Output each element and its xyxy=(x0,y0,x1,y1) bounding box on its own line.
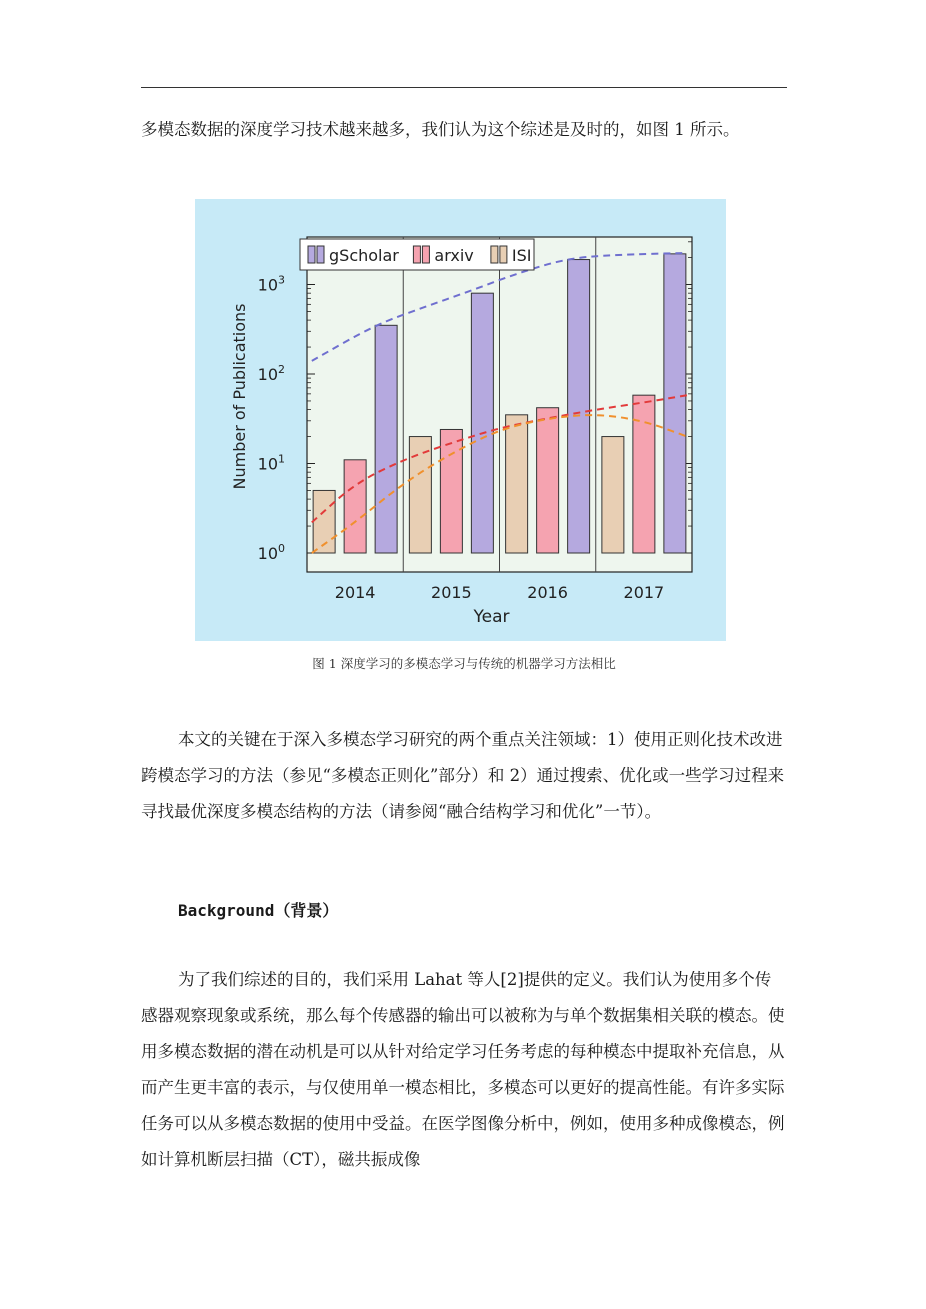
figure-caption: 图 1 深度学习的多模态学习与传统的机器学习方法相比 xyxy=(312,656,616,671)
x-tick-label-2016: 2016 xyxy=(527,583,568,602)
y-tick-label-0 xyxy=(258,542,285,563)
bar-gScholar-2014 xyxy=(375,325,397,553)
y-tick-base: 10 xyxy=(257,454,278,474)
y-tick-exponent: 0 xyxy=(278,542,285,555)
x-axis-label: Year xyxy=(473,607,510,627)
bar-gScholar-2016 xyxy=(568,260,590,553)
legend-swatch-ISI-b xyxy=(500,246,507,263)
y-tick-base: 10 xyxy=(257,544,278,563)
legend-label-arxiv: arxiv xyxy=(434,246,474,265)
bar-arxiv-2017 xyxy=(633,395,655,553)
y-tick-label-1 xyxy=(258,453,285,474)
paragraph-background: 为了我们综述的目的，我们采用 Lahat 等人[2]提供的定义。我们认为使用多个传感器观察现象或系统，那么每个传感器的输出可以被称为与单个数据集相关联的模态。使用多模态数据的潜在动机是可以从针对给定学习任务考虑的每种模态中提取补充信息，从而产生更丰富的表示，与仅使用单一模态相比，多模态可以更好的提高性能。有许多实际任务可以从多模态数据的使用中受益。在医学图像分析中，例如，使用多种成像模态，例如计算机断层扫描（CT），磁共振成像 xyxy=(141,970,785,1169)
y-tick-label-3 xyxy=(258,274,285,295)
intro-paragraph: 多模态数据的深度学习技术越来越多，我们认为这个综述是及时的，如图 1 所示。 xyxy=(141,120,740,139)
y-tick-base: 10 xyxy=(257,275,278,295)
bar-ISI-2017 xyxy=(602,437,624,553)
paragraph-focus-areas: 本文的关键在于深入多模态学习研究的两个重点关注领域：1）使用正则化技术改进跨模态学习的方法（参见“多模态正则化”部分）和 2）通过搜索、优化或一些学习过程来寻找最优深度多模态结构的方法（请参阅“融合结构学习和优化”一节）。 xyxy=(141,730,785,821)
legend-swatch-arxiv xyxy=(413,246,420,263)
header-rule xyxy=(141,87,787,88)
y-tick-base: 10 xyxy=(257,365,278,384)
bar-arxiv-2014 xyxy=(344,460,366,553)
publications-chart xyxy=(195,199,726,641)
bar-ISI-2016 xyxy=(506,415,528,553)
x-tick-label-2017: 2017 xyxy=(623,583,665,602)
y-tick-label-2 xyxy=(258,363,285,384)
bar-arxiv-2016 xyxy=(537,408,559,553)
legend-swatch-arxiv-b xyxy=(422,246,429,263)
x-tick-label-2014: 2014 xyxy=(334,583,376,602)
legend-label-gScholar: gScholar xyxy=(329,246,399,265)
bar-arxiv-2015 xyxy=(440,429,462,553)
y-tick-exponent: 3 xyxy=(278,273,285,287)
y-tick-exponent: 2 xyxy=(278,363,285,376)
figure-1 xyxy=(195,199,726,641)
legend-swatch-ISI xyxy=(491,246,498,263)
x-tick-label-2015: 2015 xyxy=(431,583,472,602)
legend-swatch-gScholar xyxy=(308,246,315,263)
legend-swatch-gScholar-b xyxy=(317,246,324,263)
legend-label-ISI: ISI xyxy=(511,246,532,265)
section-heading-background: Background（背景） xyxy=(178,901,339,920)
bar-ISI-2015 xyxy=(409,437,431,553)
bar-gScholar-2017 xyxy=(664,254,686,553)
y-axis-label: Number of Publications xyxy=(230,303,249,490)
bar-gScholar-2015 xyxy=(471,293,493,553)
y-tick-exponent: 1 xyxy=(278,452,285,466)
